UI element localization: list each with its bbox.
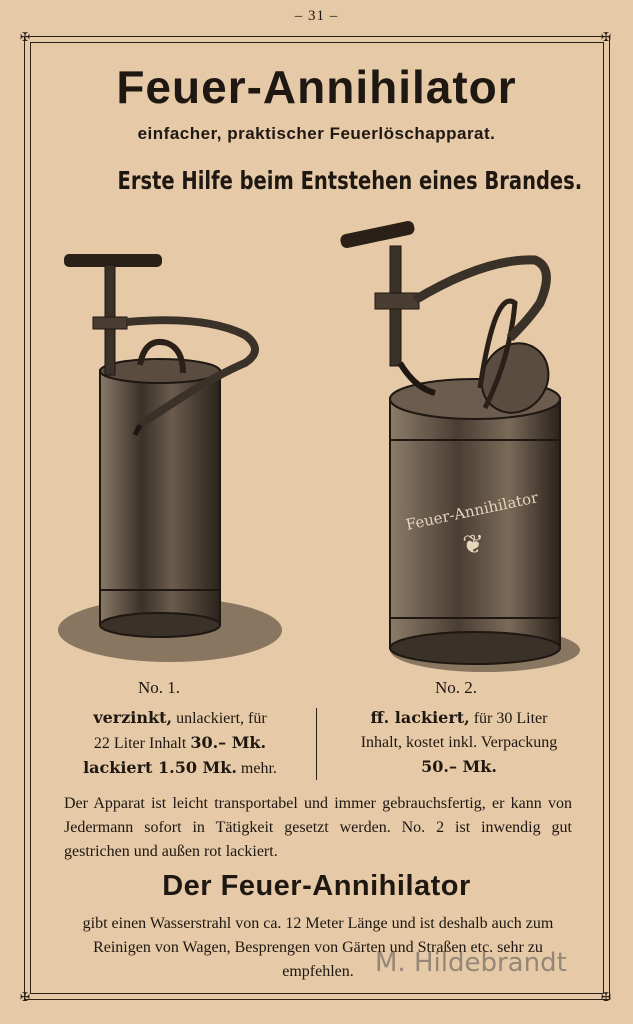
no2-line1: ff. lackiert, für 30 Liter xyxy=(370,708,548,727)
engraving-text: Feuer-Annihilator xyxy=(404,488,540,534)
column-divider xyxy=(316,708,318,780)
ornament-flourish: ❦ xyxy=(462,530,484,560)
usage-paragraph: gibt einen Wasserstrahl von ca. 12 Meter Länge und ist deshalb auch zum Reinigen von Wagen, Besprengen von Gärten und Straßen etc. sehr zu empfehlen. xyxy=(82,915,554,980)
no2-line3: 50.– Mk. xyxy=(421,757,497,776)
price-block-no1 xyxy=(52,706,308,781)
tagline-row xyxy=(52,166,583,195)
no1-line2: 22 Liter Inhalt 30.– Mk. xyxy=(93,733,267,752)
page-title: Feuer-Annihilator xyxy=(116,61,517,113)
page-number: – 31 – xyxy=(294,8,339,24)
corner-ornament-br: ✠ xyxy=(601,990,612,1004)
no1-line3: lackiert 1.50 Mk. mehr. xyxy=(83,758,277,777)
watermark: M. Hildebrandt xyxy=(375,948,567,978)
no2-line2: Inhalt, kostet inkl. Verpackung xyxy=(360,734,558,751)
extinguisher-no2-illustration xyxy=(335,218,585,678)
section-headline: Der Feuer-Annihilator xyxy=(162,870,471,902)
subtitle: einfacher, praktischer Feuerlöschapparat. xyxy=(137,124,496,143)
corner-ornament-tl: ✠ xyxy=(20,30,31,44)
extinguisher-no1-illustration xyxy=(55,245,295,675)
tagline: Erste Hilfe beim Entstehen eines Brandes. xyxy=(117,166,583,195)
corner-ornament-tr: ✠ xyxy=(601,30,612,44)
label-no1: No. 1. xyxy=(138,678,181,697)
corner-ornament-bl: ✠ xyxy=(20,990,31,1004)
price-block-no2 xyxy=(328,706,590,780)
label-no2: No. 2. xyxy=(435,678,478,697)
description-paragraph: Der Apparat ist leicht transportabel und immer gebrauchsfertig, er kann von Jedermann sofort in Tätigkeit gesetzt werden. No. 2 ist inwendig gut gestrichen und außen rot lackiert. xyxy=(64,795,572,860)
no1-line1: verzinkt, unlackiert, für xyxy=(93,708,267,727)
